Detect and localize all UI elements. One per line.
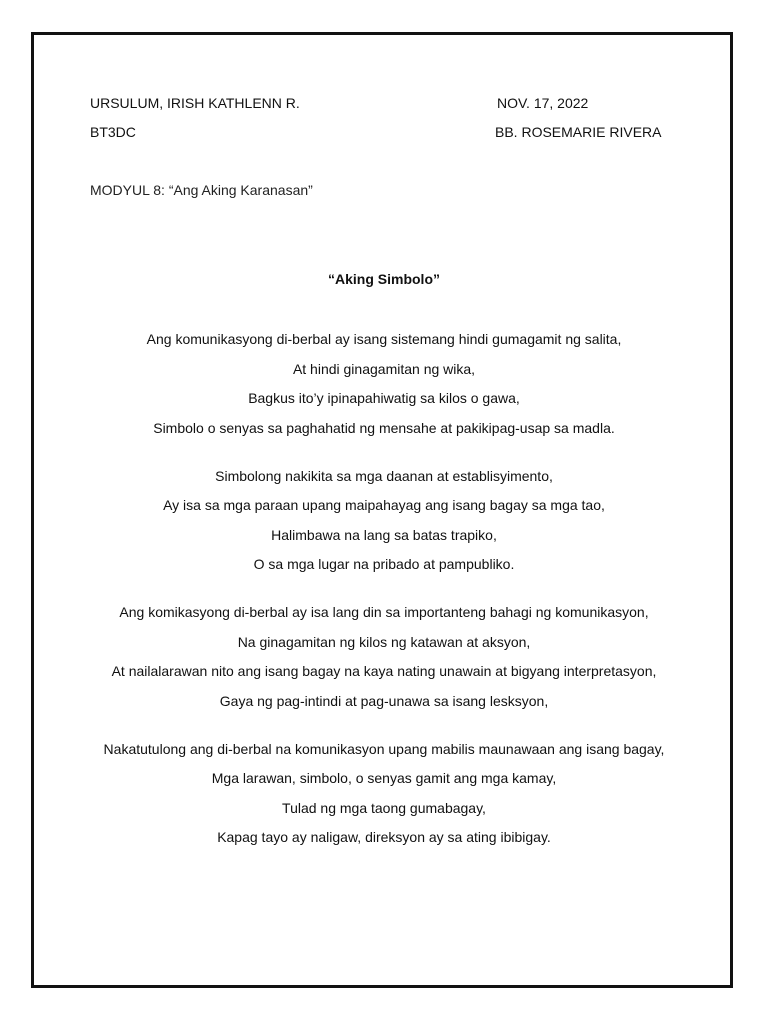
poem-line: Ang komikasyong di-berbal ay isa lang din sa importanteng bahagi ng komunikasyon, [119,604,649,620]
poem-line: Kapag tayo ay naligaw, direksyon ay sa ating ibibigay. [217,829,551,845]
poem-line: At hindi ginagamitan ng wika, [292,360,476,377]
poem-line: At nailalarawan nito ang isang bagay na kaya nating unawain at bigyang interpretasyon, [111,663,657,679]
poem-body [88,330,680,846]
poem-stanza-3 [88,603,680,710]
poem-line: Bagkus ito’y ipinapahiwatig sa kilos o gawa, [248,390,520,406]
poem-line: Na ginagamitan ng kilos ng katawan at aksyon, [237,633,531,650]
poem-line: Mga larawan, simbolo, o senyas gamit ang mga kamay, [211,770,557,786]
poem-stanza-2 [88,467,680,574]
poem-line: Tulad ng mga taong gumabagay, [282,799,486,816]
section-code: BT3DC [90,124,136,140]
poem-line: Nakatutulong ang di-berbal na komunikasyon upang mabilis maunawaan ang isang bagay, [103,740,665,757]
poem-line: Halimbawa na lang sa batas trapiko, [271,526,497,543]
poem-line: Gaya ng pag-intindi at pag-unawa sa isang lesksyon, [219,692,549,709]
instructor-name: BB. ROSEMARIE RIVERA [495,124,662,140]
poem-stanza-1 [88,330,680,437]
submission-date: NOV. 17, 2022 [497,95,589,111]
poem-line: O sa mga lugar na pribado at pampubliko. [253,556,515,572]
poem-line: Ay isa sa mga paraan upang maipahayag ang isang bagay sa mga tao, [163,497,605,513]
poem-line: Simbolong nakikita sa mga daanan at establisyimento, [215,467,553,484]
module-title: MODYUL 8: “Ang Aking Karanasan” [90,182,313,198]
poem-title: “Aking Simbolo” [328,271,440,287]
poem-line: Ang komunikasyong di-berbal ay isang sistemang hindi gumagamit ng salita, [146,331,622,347]
student-name: URSULUM, IRISH KATHLENN R. [90,95,300,111]
poem-stanza-4 [88,740,680,847]
poem-line: Simbolo o senyas sa paghahatid ng mensahe at pakikipag-usap sa madla. [153,419,615,436]
